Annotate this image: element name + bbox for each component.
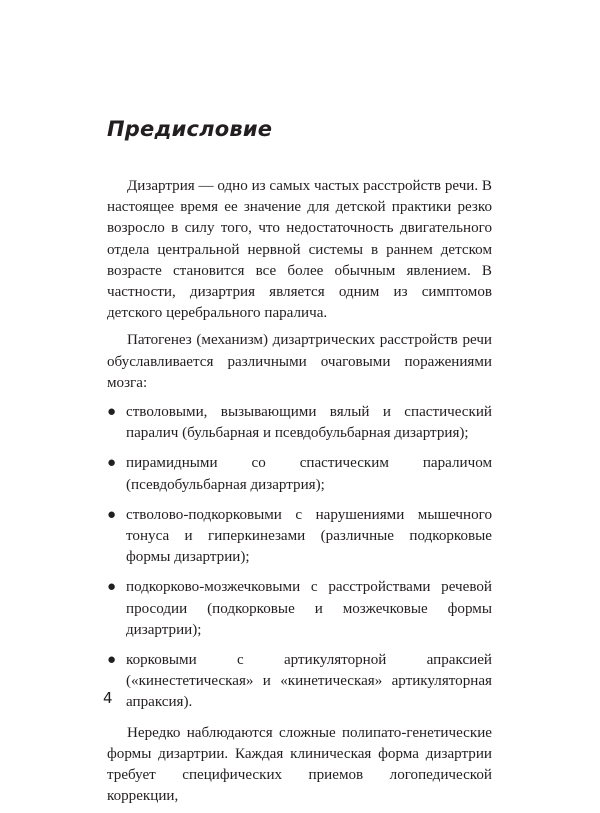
list-item — [107, 453, 492, 495]
list-item — [107, 505, 492, 569]
bullet-icon: ● — [107, 455, 117, 472]
paragraph-intro: Дизартрия — одно из самых частых расстройств речи. В настоящее время ее значение для детской практики резко возросло в силу того, что недостаточность двигательного отдела центральной нервной системы в раннем детском возрасте становится все более обычным явлением. В частности, дизартрия является одним из симптомов детского церебрального паралича. — [107, 178, 492, 322]
list-item-text: пирамидными со спастическим параличом (псевдобульбарная дизартрия); — [126, 455, 492, 493]
list-item — [107, 650, 492, 714]
list-item-text: корковыми с артикуляторной апраксией («кинестетическая» и «кинетическая» артикуляторная апраксия). — [126, 652, 492, 711]
list-item-text: стволово-подкорковыми с нарушениями мышечного тонуса и гиперкинезами (различные подкорковые формы дизартрии); — [126, 506, 492, 566]
page-number: 4 — [103, 689, 113, 707]
paragraph-forms: Нередко наблюдаются сложные полипато-генетические формы дизартрии. Каждая клиническая форма дизартрии требует специфических приемов логопедической коррекции, — [107, 724, 492, 805]
lesion-types-list — [107, 402, 492, 714]
list-item-text: подкорково-мозжечковыми с расстройствами речевой просодии (подкорковые и мозжечковые формы дизартрии); — [126, 579, 492, 638]
paragraph-pathogenesis: Патогенез (механизм) дизартрических расстройств речи обуславливается различными очаговыми поражениями мозга: — [107, 332, 492, 391]
bullet-icon: ● — [107, 579, 117, 596]
list-item — [107, 577, 492, 641]
body-text — [107, 176, 492, 813]
bullet-icon: ● — [107, 652, 117, 669]
chapter-heading: Предисловие — [107, 117, 273, 141]
list-item — [107, 402, 492, 444]
list-item-text: стволовыми, вызывающими вялый и спастический паралич (бульбарная и псевдобульбарная дизартрия); — [126, 404, 492, 442]
bullet-icon: ● — [107, 404, 117, 421]
bullet-icon: ● — [107, 506, 117, 523]
